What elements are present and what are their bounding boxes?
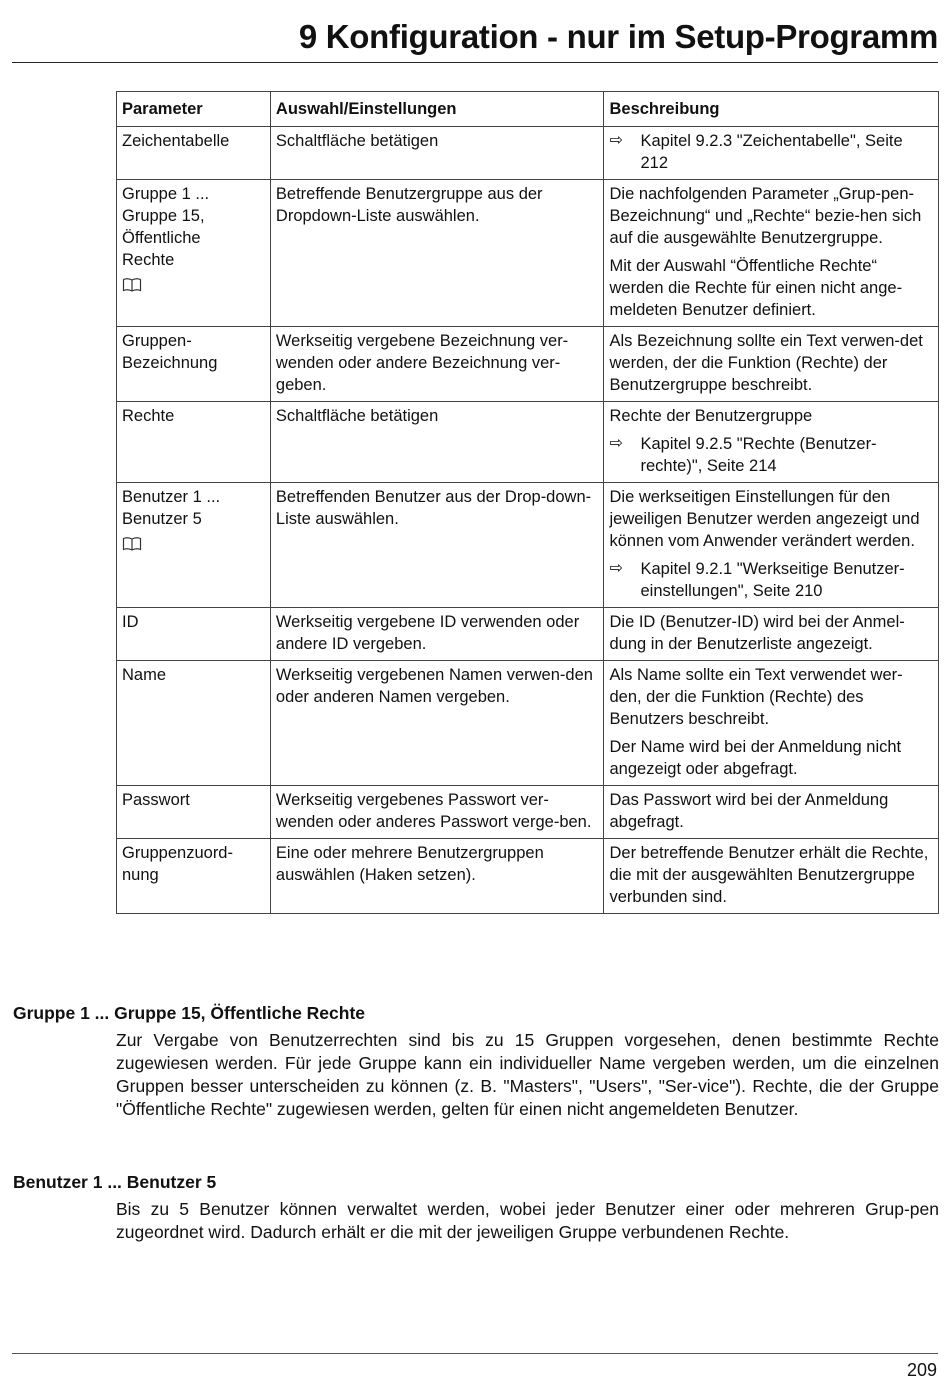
open-book-icon — [122, 536, 142, 552]
parameter-name-line: Öffentliche — [122, 229, 201, 247]
description-paragraph: Mit der Auswahl “Öffentliche Rechte“ werden die Rechte für einen nicht ange-meldeten Benutzer definiert. — [609, 257, 903, 319]
setting-cell: Schaltfläche betätigen — [270, 127, 604, 180]
description-paragraph: Die nachfolgenden Parameter „Grup-pen-Bezeichnung“ und „Rechte“ bezie-hen sich auf die ausgewählte Benutzergruppe. — [609, 185, 922, 247]
table-row — [117, 327, 939, 402]
description-paragraph: Die ID (Benutzer-ID) wird bei der Anmel-dung in der Benutzerliste angezeigt. — [609, 613, 905, 653]
table-row — [117, 608, 939, 661]
table-row — [117, 661, 939, 786]
chapter-title: 9 Konfiguration - nur im Setup-Programm — [298, 18, 938, 55]
table-body — [117, 127, 939, 914]
table-row — [117, 127, 939, 180]
description-paragraph: Der betreffende Benutzer erhält die Rechte, die mit der ausgewählten Benutzergruppe verbunden sind. — [609, 844, 929, 906]
parameter-name-line: Gruppe 1 ... — [122, 185, 210, 203]
parameter-cell — [117, 180, 271, 327]
column-header-parameter: Parameter — [117, 92, 271, 127]
description-paragraph: Die werkseitigen Einstellungen für den jeweiligen Benutzer werden angezeigt und können vom Anwender verändert werden. — [609, 488, 920, 550]
parameter-name-line: Benutzer 1 ... — [122, 488, 221, 506]
table-header-row — [117, 92, 939, 127]
chapter-reference — [609, 433, 933, 477]
setting-cell: Werkseitig vergebene ID verwenden oder andere ID vergeben. — [270, 608, 604, 661]
table-row — [117, 786, 939, 839]
parameter-name-line: ID — [122, 613, 139, 631]
parameter-name-line: nung — [122, 866, 159, 884]
setting-cell: Schaltfläche betätigen — [270, 402, 604, 483]
footer-rule — [12, 1353, 938, 1354]
parameter-name-line: Zeichentabelle — [122, 132, 230, 150]
arrow-right-outline-icon: ⇨ — [609, 132, 623, 149]
setting-cell: Betreffenden Benutzer aus der Drop-down-Liste auswählen. — [270, 483, 604, 608]
parameter-cell — [117, 608, 271, 661]
description-paragraph: Rechte der Benutzergruppe — [609, 407, 813, 425]
parameter-name-line: Name — [122, 666, 167, 684]
arrow-right-outline-icon: ⇨ — [609, 560, 623, 577]
description-cell — [604, 608, 939, 661]
description-cell — [604, 661, 939, 786]
column-header-setting: Auswahl/Einstellungen — [270, 92, 604, 127]
description-cell — [604, 180, 939, 327]
chapter-reference-text: Kapitel 9.2.5 "Rechte (Benutzer-rechte)", Seite 214 — [640, 435, 877, 475]
description-paragraph: Als Bezeichnung sollte ein Text verwen-det werden, der die Funktion (Rechte) der Benutzergruppe beschreibt. — [609, 332, 923, 394]
setting-cell: Betreffende Benutzergruppe aus der Dropdown-Liste auswählen. — [270, 180, 604, 327]
section-heading-users: Benutzer 1 ... Benutzer 5 — [13, 1172, 217, 1192]
parameter-cell — [117, 327, 271, 402]
chapter-reference-text: Kapitel 9.2.1 "Werkseitige Benutzer-einstellungen", Seite 210 — [640, 560, 905, 600]
chapter-reference — [609, 558, 933, 602]
parameter-table — [116, 91, 939, 914]
parameter-name-line: Gruppen- — [122, 332, 192, 350]
description-cell — [604, 839, 939, 914]
parameter-cell — [117, 786, 271, 839]
section-heading-groups: Gruppe 1 ... Gruppe 15, Öffentliche Rechte — [13, 1003, 366, 1023]
parameter-name-line: Rechte — [122, 251, 175, 269]
setting-cell: Werkseitig vergebenes Passwort ver-wenden oder anderes Passwort verge-ben. — [270, 786, 604, 839]
description-paragraph: Das Passwort wird bei der Anmeldung abgefragt. — [609, 791, 889, 831]
parameter-name-line: Rechte — [122, 407, 175, 425]
arrow-right-outline-icon: ⇨ — [609, 435, 623, 452]
setting-cell: Werkseitig vergebenen Namen verwen-den oder anderen Namen vergeben. — [270, 661, 604, 786]
description-cell — [604, 483, 939, 608]
description-cell — [604, 786, 939, 839]
parameter-cell — [117, 661, 271, 786]
section-body-groups: Zur Vergabe von Benutzerrechten sind bis zu 15 Gruppen vorgesehen, denen bestimmte Rechte zugewiesen werden. Für jede Gruppe kann ein individueller Name vergeben werden, um die einzelnen Gruppen besser unterscheiden zu können (z. B. "Masters", "Users", "Ser-vice"). Rechte, die der Gruppe "Öffentliche Rechte" zugewiesen werden, gelten für einen nicht angemeldeten Benutzer. — [116, 1030, 939, 1119]
parameter-name-line: Gruppenzuord- — [122, 844, 233, 862]
page-number: 209 — [906, 1360, 937, 1380]
column-header-description: Beschreibung — [604, 92, 939, 127]
parameter-name-line: Passwort — [122, 791, 190, 809]
parameter-cell — [117, 127, 271, 180]
parameter-cell — [117, 839, 271, 914]
table-row — [117, 483, 939, 608]
parameter-name-line: Benutzer 5 — [122, 510, 202, 528]
parameter-cell — [117, 483, 271, 608]
parameter-cell — [117, 402, 271, 483]
parameter-name-line: Gruppe 15, — [122, 207, 205, 225]
description-paragraph: Der Name wird bei der Anmeldung nicht angezeigt oder abgefragt. — [609, 738, 902, 778]
description-paragraph: Als Name sollte ein Text verwendet wer-den, der die Funktion (Rechte) des Benutzers beschreibt. — [609, 666, 903, 728]
table-row — [117, 180, 939, 327]
setting-cell: Eine oder mehrere Benutzergruppen auswählen (Haken setzen). — [270, 839, 604, 914]
chapter-reference-text: Kapitel 9.2.3 "Zeichentabelle", Seite 212 — [640, 132, 903, 172]
description-cell — [604, 402, 939, 483]
header-rule — [12, 62, 938, 63]
description-cell — [604, 127, 939, 180]
description-cell — [604, 327, 939, 402]
table-row — [117, 839, 939, 914]
table-row — [117, 402, 939, 483]
open-book-icon — [122, 277, 142, 293]
section-body-users: Bis zu 5 Benutzer können verwaltet werden, wobei jeder Benutzer einer oder mehreren Grup-pen zugeordnet wird. Dadurch erhält er die mit der jeweiligen Gruppe verbundenen Rechte. — [116, 1199, 939, 1242]
chapter-reference — [609, 130, 933, 174]
parameter-name-line: Bezeichnung — [122, 354, 218, 372]
setting-cell: Werkseitig vergebene Bezeichnung ver-wenden oder andere Bezeichnung ver-geben. — [270, 327, 604, 402]
